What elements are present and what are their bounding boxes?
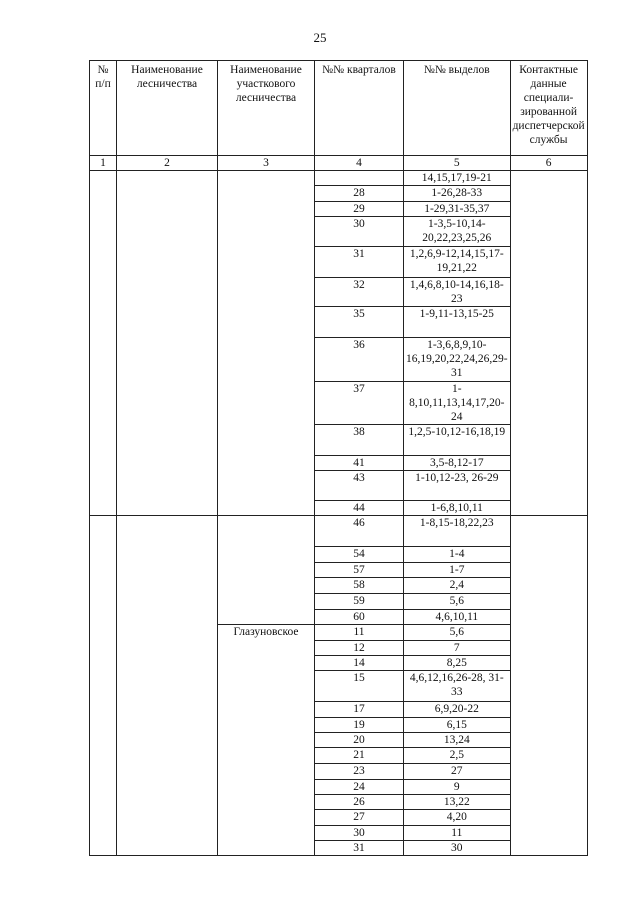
- vydel-cell: 1,4,6,8,10-14,16,18-23: [404, 278, 511, 307]
- kvartal-cell: 26: [315, 795, 404, 810]
- kvartal-cell: 19: [315, 718, 404, 733]
- kvartal-cell: 29: [315, 202, 404, 217]
- kvartal-cell: 35: [315, 307, 404, 338]
- vydel-cell: 13,24: [404, 733, 511, 748]
- vydel-cell: 9: [404, 780, 511, 795]
- subforestry-cell: [218, 516, 315, 625]
- kvartal-cell: 44: [315, 501, 404, 516]
- vydel-cell: 8,25: [404, 656, 511, 671]
- vydel-cell: 3,5-8,12-17: [404, 456, 511, 471]
- kvartal-cell: 41: [315, 456, 404, 471]
- kvartal-cell: 11: [315, 625, 404, 641]
- kvartal-cell: 31: [315, 247, 404, 278]
- vydel-cell: 1,2,5-10,12-16,18,19: [404, 425, 511, 456]
- forestry-cell: [117, 171, 218, 516]
- vydel-cell: 5,6: [404, 625, 511, 641]
- kvartal-cell: 57: [315, 563, 404, 578]
- kvartal-cell: 46: [315, 516, 404, 547]
- vydel-cell: 4,6,12,16,26-28, 31-33: [404, 671, 511, 702]
- vydel-cell: 1-26,28-33: [404, 186, 511, 202]
- vydel-cell: 1,2,6,9-12,14,15,17-19,21,22: [404, 247, 511, 278]
- kvartal-cell: 43: [315, 471, 404, 501]
- kvartal-cell: 27: [315, 810, 404, 826]
- vydel-cell: 7: [404, 641, 511, 656]
- vydel-cell: 27: [404, 764, 511, 780]
- column-number-row: [90, 156, 588, 171]
- column-number: 5: [404, 156, 511, 171]
- vydel-cell: 1-6,8,10,11: [404, 501, 511, 516]
- kvartal-cell: 24: [315, 780, 404, 795]
- vydel-cell: 2,5: [404, 748, 511, 764]
- vydel-cell: 1-10,12-23, 26-29: [404, 471, 511, 501]
- kvartal-cell: 59: [315, 594, 404, 610]
- header-cell: №№ кварталов: [315, 61, 404, 156]
- column-number: 3: [218, 156, 315, 171]
- header-cell: Наименование участкового лесничества: [218, 61, 315, 156]
- header-cell: Контактные данные специали-зированной диспетчерской службы: [510, 61, 587, 156]
- contact-cell: [510, 516, 587, 856]
- kvartal-cell: 54: [315, 547, 404, 563]
- subforestry-cell: [218, 171, 315, 516]
- kvartal-cell: 36: [315, 338, 404, 382]
- kvartal-cell: 37: [315, 382, 404, 425]
- kvartal-cell: 12: [315, 641, 404, 656]
- kvartal-cell: 58: [315, 578, 404, 594]
- vydel-cell: 1-3,6,8,9,10-16,19,20,22,24,26,29-31: [404, 338, 511, 382]
- vydel-cell: 30: [404, 841, 511, 856]
- vydel-cell: 1-9,11-13,15-25: [404, 307, 511, 338]
- kvartal-cell: 38: [315, 425, 404, 456]
- vydel-cell: 5,6: [404, 594, 511, 610]
- kvartal-cell: [315, 171, 404, 186]
- kvartal-cell: 30: [315, 826, 404, 841]
- number-cell: [90, 516, 117, 856]
- header-cell: Наименование лесничества: [117, 61, 218, 156]
- vydel-cell: 1-8,15-18,22,23: [404, 516, 511, 547]
- vydel-cell: 11: [404, 826, 511, 841]
- header-cell: №№ выделов: [404, 61, 511, 156]
- kvartal-cell: 60: [315, 610, 404, 625]
- kvartal-cell: 21: [315, 748, 404, 764]
- number-cell: [90, 171, 117, 516]
- vydel-cell: 2,4: [404, 578, 511, 594]
- column-number: 2: [117, 156, 218, 171]
- table-row: [90, 171, 588, 186]
- subforestry-name-cell: Глазуновское: [218, 625, 315, 856]
- kvartal-cell: 15: [315, 671, 404, 702]
- kvartal-cell: 30: [315, 217, 404, 247]
- vydel-cell: 1-7: [404, 563, 511, 578]
- kvartal-cell: 32: [315, 278, 404, 307]
- header-row: [90, 61, 588, 156]
- kvartal-cell: 17: [315, 702, 404, 718]
- kvartal-cell: 23: [315, 764, 404, 780]
- kvartal-cell: 31: [315, 841, 404, 856]
- forestry-table: [89, 60, 588, 856]
- kvartal-cell: 14: [315, 656, 404, 671]
- kvartal-cell: 20: [315, 733, 404, 748]
- page-number: 25: [313, 30, 327, 45]
- vydel-cell: 13,22: [404, 795, 511, 810]
- header-cell: № п/п: [90, 61, 117, 156]
- forestry-cell: [117, 516, 218, 856]
- vydel-cell: 14,15,17,19-21: [404, 171, 511, 186]
- vydel-cell: 1-3,5-10,14-20,22,23,25,26: [404, 217, 511, 247]
- contact-cell: [510, 171, 587, 516]
- vydel-cell: 4,20: [404, 810, 511, 826]
- vydel-cell: 6,15: [404, 718, 511, 733]
- column-number: 1: [90, 156, 117, 171]
- vydel-cell: 6,9,20-22: [404, 702, 511, 718]
- column-number: 6: [510, 156, 587, 171]
- column-number: 4: [315, 156, 404, 171]
- kvartal-cell: 28: [315, 186, 404, 202]
- vydel-cell: 1-8,10,11,13,14,17,20-24: [404, 382, 511, 425]
- table-row: [90, 516, 588, 547]
- vydel-cell: 4,6,10,11: [404, 610, 511, 625]
- vydel-cell: 1-4: [404, 547, 511, 563]
- vydel-cell: 1-29,31-35,37: [404, 202, 511, 217]
